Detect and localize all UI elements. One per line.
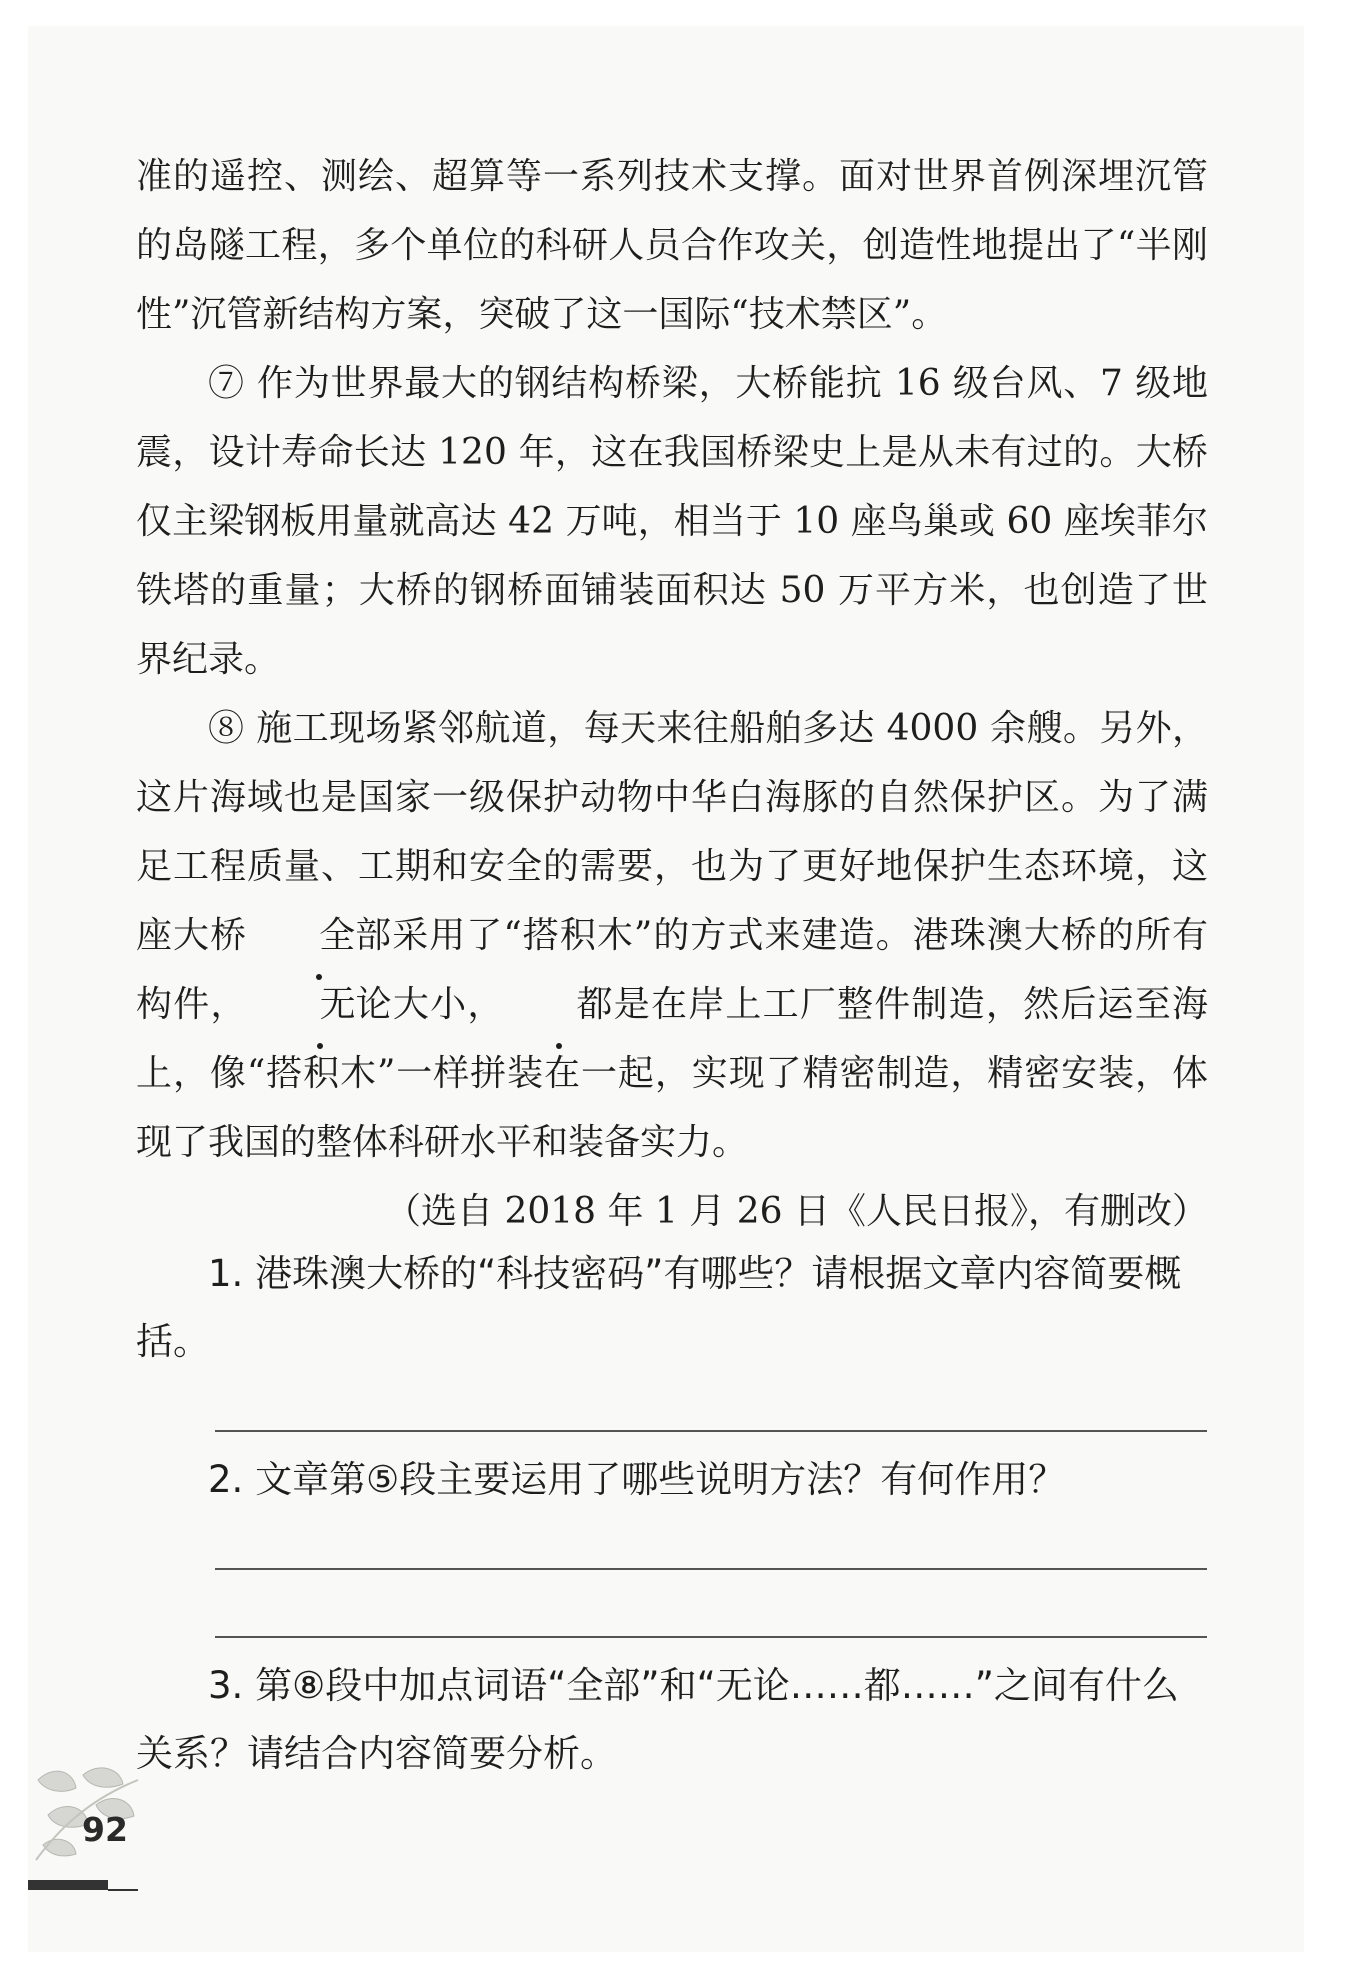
question-section [136,1240,1208,1376]
question-2: 2. 文章第⑤段主要运用了哪些说明方法？有何作用？ [208,1458,1066,1501]
paragraph-8-part-d: 是在岸上工厂整件制造，然后运至海上，像“搭积木”一样拼装在一起，实现了精密制造，精密安装，体现了我国的整体科研水平和装备实力。 [136,984,1208,1163]
paragraph-8-part-a: ⑧ 施工现场紧邻航道，每天来往船舶多达 4000 余艘。另外，这片海域也是国家一级保护动物中华白海豚的自然保护区。为了满足工程质量、工期和安全的需要，也为了更好地保护生态环境，这座大桥 [136,708,1208,956]
paragraph-8-part-b: 采用了“搭积木”的方式来建造。港珠澳大桥的所有构件， [136,915,1208,1025]
question-1: 1. 港珠澳大桥的“科技密码”有哪些？请根据文章内容简要概括。 [136,1252,1182,1363]
page-number-bar [28,1880,108,1890]
answer-line-q1[interactable] [215,1430,1207,1432]
paragraph-8-part-c: 大小， [391,984,505,1025]
paragraph-6-continuation: 准的遥控、测绘、超算等一系列技术支撑。面对世界首例深埋沉管的岛隧工程，多个单位的科研人员合作攻关，创造性地提出了“半刚性”沉管新结构方案，突破了这一国际“技术禁区”。 [136,156,1208,335]
question-section-2 [136,1446,1208,1514]
question-section-3 [136,1652,1208,1788]
page-number-rule [108,1889,138,1891]
reading-passage [136,142,1208,1246]
source-citation: （选自 2018 年 1 月 26 日《人民日报》，有删改） [385,1191,1208,1232]
paragraph-7: ⑦ 作为世界最大的钢结构桥梁，大桥能抗 16 级台风、7 级地震，设计寿命长达 120 年，这在我国桥梁史上是从未有过的。大桥仅主梁钢板用量就高达 42 万吨，相当于 10 座鸟巢或 60 座埃菲尔铁塔的重量；大桥的钢桥面铺装面积达 50 万平方米，也创造了世界纪录。 [136,363,1208,680]
page-number: 92 [82,1810,128,1849]
question-3: 3. 第⑧段中加点词语“全部”和“无论……都……”之间有什么关系？请结合内容简要分析。 [136,1664,1179,1775]
answer-line-q2-a[interactable] [215,1568,1207,1570]
emphasized-word-quanbu: 全部 [247,901,391,970]
emphasized-word-wulun: 无论 [248,970,392,1039]
answer-line-q2-b[interactable] [215,1636,1207,1638]
paragraph-8 [136,694,1208,1177]
emphasized-word-dou: 都 [505,970,613,1039]
